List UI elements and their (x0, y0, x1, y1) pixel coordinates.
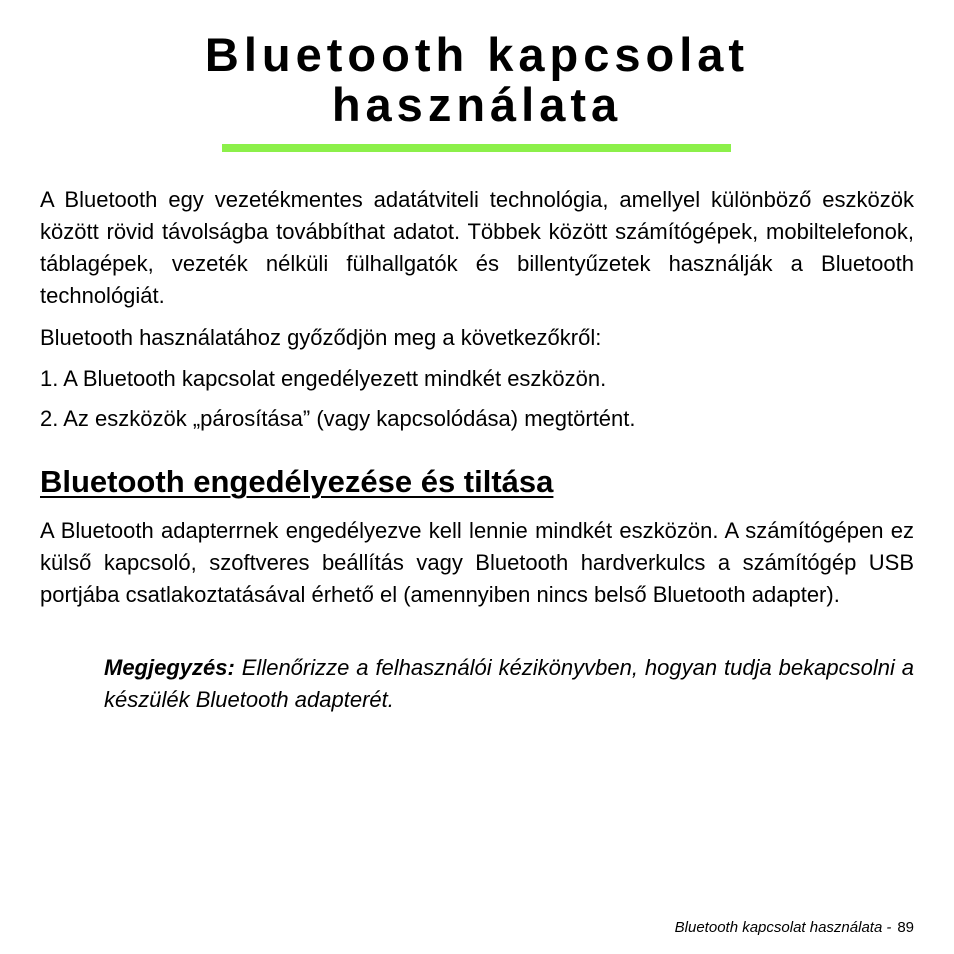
page-title-line-2: használata (331, 78, 623, 131)
list-item-1: 1. A Bluetooth kapcsolat engedélyezett mindkét eszközön. (40, 366, 607, 391)
page-title-line-1: Bluetooth kapcsolat (204, 28, 750, 81)
section-heading: Bluetooth engedélyezése és tiltása (40, 464, 554, 499)
page-footer (675, 918, 914, 938)
section-paragraph: A Bluetooth adapterrnek engedélyezve kell lennie mindkét eszközön. A számítógépen ez külső kapcsoló, szoftveres beállítás vagy Bluetooth hardverkulcs a számítógép USB portjába csatlakoztatásával érhető el (amennyiben nincs belső Bluetooth adapter). (40, 518, 914, 607)
intro-lead-text: Bluetooth használatához győződjön meg a következőkről: (40, 325, 602, 350)
footer-separator: - (886, 919, 892, 936)
page-title (0, 30, 954, 130)
footer-title: Bluetooth kapcsolat használata (674, 919, 883, 936)
note-text: Ellenőrizze a felhasználói kézikönyvben, hogyan tudja bekapcsolni a készülék Bluetooth adapterét. (104, 655, 914, 712)
note-block (104, 652, 914, 716)
list-item-2: 2. Az eszközök „párosítása” (vagy kapcsolódása) megtörtént. (40, 406, 636, 431)
intro-paragraph: A Bluetooth egy vezetékmentes adatátviteli technológia, amellyel különböző eszközök között rövid távolságba továbbíthat adatot. Többek között számítógépek, mobiltelefonok, táblagépek, vezeték nélküli fülhallgatók és billentyűzetek használják a Bluetooth technológiát. (40, 187, 914, 308)
title-underline-rule (222, 144, 731, 152)
note-label: Megjegyzés: (104, 655, 235, 680)
page-number: 89 (897, 919, 914, 936)
